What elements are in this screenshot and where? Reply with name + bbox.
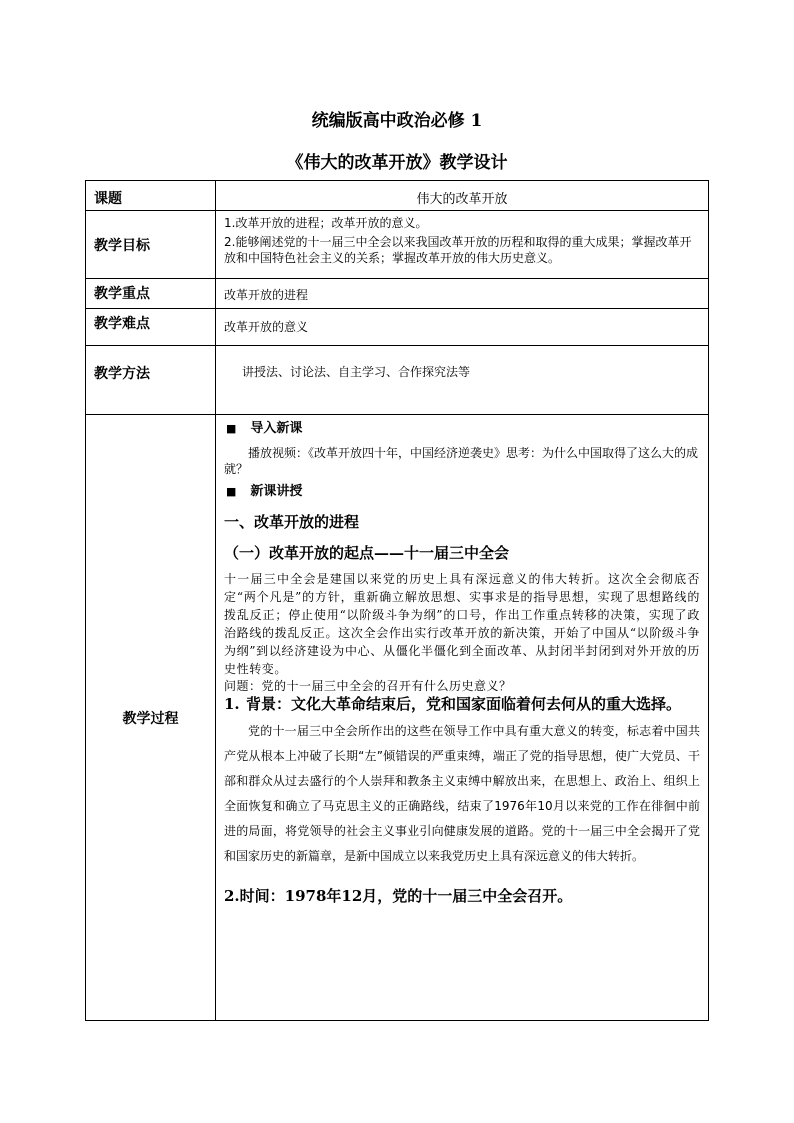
key-label-text: 教学重点 (94, 286, 150, 302)
document-subtitle: 《伟大的改革开放》教学设计 (286, 153, 508, 173)
method-value: 讲授法、讨论法、自主学习、合作探究法等 (242, 365, 471, 379)
row-goals (86, 211, 709, 279)
point-time: 2.时间：1978年12月，党的十一届三中全会召开。 (224, 887, 573, 905)
goal-label-text: 教学目标 (94, 237, 150, 254)
process-label-text: 教学过程 (122, 710, 179, 727)
subsection-heading: （一）改革开放的起点——十一届三中全会 (224, 544, 510, 562)
question-text: 问题：党的十一届三中全会的召开有什么历史意义？ (224, 679, 512, 693)
new-lesson-heading (224, 481, 700, 503)
row-process (86, 415, 709, 1021)
point-background (224, 694, 700, 714)
intro-text: 播放视频：《改革开放四十年，中国经济逆袭史》思考：为什么中国取得了这么大的成就？ (224, 446, 699, 476)
row-topic (86, 181, 709, 211)
goal-line-2: 2.能够阐述党的十一届三中全会以来我国改革开放的历程和取得的重大成果；掌握改革开放和中国特色社会主义的关系；掌握改革开放的伟大历史意义。 (224, 235, 692, 265)
section-heading: 一、改革开放的进程 (224, 513, 360, 531)
key-cell (216, 279, 709, 309)
process-cell (216, 415, 709, 1021)
intro-heading-text: 导入新课 (250, 421, 303, 436)
method-label-text: 教学方法 (94, 366, 150, 382)
key-value: 改革开放的进程 (224, 288, 309, 302)
difficulty-value: 改革开放的意义 (224, 320, 309, 334)
new-lesson-heading-text: 新课讲授 (250, 484, 303, 499)
method-label (86, 346, 216, 415)
significance-paragraph: 党的十一届三中全会所作出的这些在领导工作中具有重大意义的转变，标志着中国共产党从根本上冲破了长期“左”倾错误的严重束缚，端正了党的指导思想，使广大党员、干部和群众从过去盛行的个人崇拜和教条主义束缚中解放出来，在思想上、政治上、组织上全面恢复和确立了马克思主义的正确路线，结束了1976年10月以来党的工作在徘徊中前进的局面，将党领导的社会主义事业引向健康发展的道路。党的十一届三中全会揭开了党和国家历史的新篇章，是新中国成立以来我党历史上具有深远意义的伟大转折。 (224, 724, 700, 863)
topic-cell (216, 181, 709, 211)
key-label (86, 279, 216, 309)
difficulty-label-text: 教学难点 (94, 316, 150, 332)
bullet-square-icon: ■ (226, 422, 237, 435)
point-number: 1. (224, 695, 240, 713)
goal-cell (216, 211, 709, 279)
point-background-text: 背景：文化大革命结束后，党和国家面临着何去何从的重大选择。 (246, 695, 682, 713)
process-label (86, 415, 216, 1021)
row-difficulty (86, 309, 709, 346)
topic-label (86, 181, 216, 211)
goal-line-1: 1.改革开放的进程；改革开放的意义。 (224, 216, 428, 230)
goal-label (86, 211, 216, 279)
document-title: 统编版高中政治必修 1 (311, 111, 483, 131)
plenum-summary-paragraph: 十一届三中全会是建国以来党的历史上具有深远意义的伟大转折。这次全会彻底否定“两个凡是”的方针，重新确立解放思想、实事求是的指导思想，实现了思想路线的拨乱反正；停止使用“以阶级斗争为纲”的口号，作出工作重点转移的决策，实现了政治路线的拨乱反正。这次全会作出实行改革开放的新决策，开始了中国从“以阶级斗争为纲”到以经济建设为中心、从僵化半僵化到全面改革、从封闭半封闭到对外开放的历史性转变。 (224, 572, 700, 676)
topic-value: 伟大的改革开放 (416, 192, 508, 207)
intro-heading (224, 418, 700, 440)
row-method (86, 346, 709, 415)
method-cell (216, 346, 709, 415)
difficulty-cell (216, 309, 709, 346)
difficulty-label (86, 309, 216, 346)
lesson-plan-table (85, 180, 709, 1021)
bullet-square-icon: ■ (226, 485, 237, 498)
row-key (86, 279, 709, 309)
topic-label-text: 课题 (94, 191, 122, 207)
